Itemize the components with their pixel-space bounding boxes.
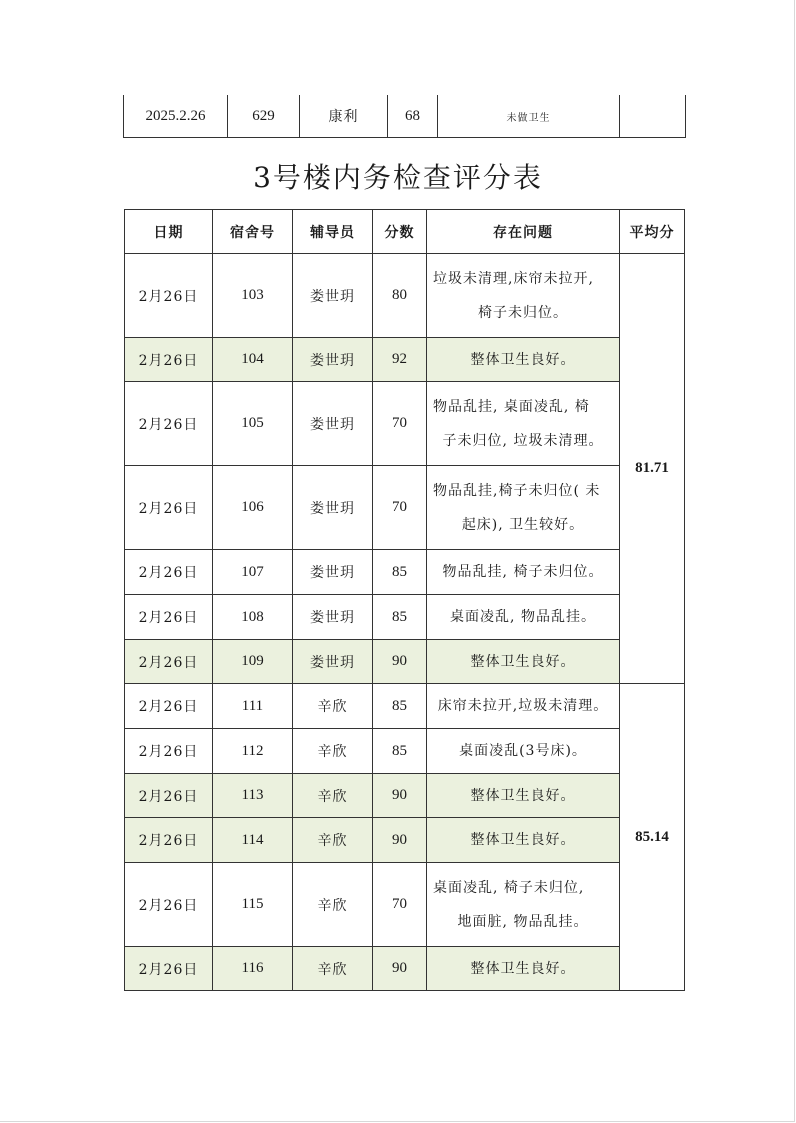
issue-line: 椅子未归位。 (478, 304, 568, 321)
room-cell: 109 (213, 640, 293, 684)
table-row (125, 774, 685, 818)
date-cell: 2月26日 (125, 947, 213, 991)
table-row (125, 818, 685, 863)
date-cell: 2月26日 (125, 382, 213, 466)
issue-line: 桌面凌乱(3号床)。 (459, 743, 587, 759)
score-cell: 85 (373, 595, 427, 640)
date-cell: 2月26日 (125, 774, 213, 818)
room-cell: 107 (213, 550, 293, 595)
counselor-cell: 娄世玥 (293, 550, 373, 595)
issue-line: 整体卫生良好。 (470, 832, 576, 848)
issue-cell (427, 947, 620, 991)
issue-line: 整体卫生良好。 (470, 787, 576, 804)
date-cell: 2月26日 (125, 550, 213, 595)
issue-cell (427, 818, 620, 863)
table-row (125, 595, 685, 640)
header-counselor: 辅导员 (293, 210, 373, 254)
issue-line: 床帘未拉开,垃圾未清理。 (437, 698, 609, 714)
date-cell: 2025.2.26 (124, 95, 228, 138)
counselor-cell: 娄世玥 (293, 640, 373, 684)
issue-cell (427, 466, 620, 550)
date-cell: 2月26日 (125, 338, 213, 382)
issue-line: 地面脏, 物品乱挂。 (457, 913, 589, 930)
table-row (125, 947, 685, 991)
counselor-cell: 娄世玥 (293, 254, 373, 338)
table-row (125, 550, 685, 595)
table-row (125, 863, 685, 947)
score-cell: 68 (388, 95, 438, 138)
date-cell: 2月26日 (125, 595, 213, 640)
score-cell: 70 (373, 382, 427, 466)
issue-line: 整体卫生良好。 (470, 653, 576, 670)
date-cell: 2月26日 (125, 818, 213, 863)
issue-cell (427, 382, 620, 466)
page-title: 3号楼内务检查评分表 (253, 161, 543, 194)
table-row (125, 466, 685, 550)
counselor-cell: 娄世玥 (293, 338, 373, 382)
table-row (125, 729, 685, 774)
counselor-cell: 辛欣 (293, 729, 373, 774)
score-cell: 80 (373, 254, 427, 338)
issue-cell (427, 729, 620, 774)
header-row (125, 210, 685, 254)
issue-cell (427, 550, 620, 595)
date-cell: 2月26日 (125, 640, 213, 684)
average-cell: 85.14 (620, 684, 685, 991)
issue-cell (427, 684, 620, 729)
issue-line: 桌面凌乱, 物品乱挂。 (450, 609, 596, 625)
counselor-cell: 辛欣 (293, 818, 373, 863)
score-cell: 70 (373, 466, 427, 550)
issue-cell: 未做卫生 (438, 95, 620, 138)
score-cell: 85 (373, 684, 427, 729)
header-score: 分数 (373, 210, 427, 254)
counselor-cell: 辛欣 (293, 863, 373, 947)
counselor-cell: 娄世玥 (293, 466, 373, 550)
table-row (125, 338, 685, 382)
room-cell: 629 (228, 95, 300, 138)
table-row (124, 95, 686, 138)
score-cell: 90 (373, 774, 427, 818)
issue-cell (427, 863, 620, 947)
issue-line: 桌面凌乱, 椅子未归位, (433, 879, 585, 896)
header-issue: 存在问题 (427, 210, 620, 254)
room-cell: 104 (213, 338, 293, 382)
score-cell: 90 (373, 640, 427, 684)
room-cell: 112 (213, 729, 293, 774)
avg-cell (620, 95, 686, 138)
score-table (124, 209, 685, 991)
score-cell: 90 (373, 818, 427, 863)
date-cell: 2月26日 (125, 863, 213, 947)
previous-table-fragment (123, 95, 686, 138)
counselor-cell: 辛欣 (293, 774, 373, 818)
score-cell: 90 (373, 947, 427, 991)
score-cell: 85 (373, 550, 427, 595)
issue-cell (427, 338, 620, 382)
table-row (125, 382, 685, 466)
counselor-cell: 辛欣 (293, 684, 373, 729)
table-row (125, 254, 685, 338)
issue-line: 整体卫生良好。 (470, 960, 576, 977)
counselor-cell: 娄世玥 (293, 595, 373, 640)
counselor-cell: 辛欣 (293, 947, 373, 991)
room-cell: 111 (213, 684, 293, 729)
issue-line: 子未归位, 垃圾未清理。 (442, 432, 604, 449)
date-cell: 2月26日 (125, 729, 213, 774)
room-cell: 105 (213, 382, 293, 466)
counselor-cell: 娄世玥 (293, 382, 373, 466)
room-cell: 115 (213, 863, 293, 947)
room-cell: 103 (213, 254, 293, 338)
table-row (125, 640, 685, 684)
issue-cell (427, 774, 620, 818)
counselor-cell: 康利 (300, 95, 388, 138)
score-cell: 92 (373, 338, 427, 382)
issue-line: 物品乱挂, 椅子未归位。 (442, 564, 604, 580)
issue-line: 起床), 卫生较好。 (461, 516, 585, 533)
issue-cell (427, 254, 620, 338)
average-cell: 81.71 (620, 254, 685, 684)
date-cell: 2月26日 (125, 466, 213, 550)
room-cell: 113 (213, 774, 293, 818)
room-cell: 116 (213, 947, 293, 991)
header-average: 平均分 (620, 210, 685, 254)
issue-line: 整体卫生良好。 (470, 351, 576, 368)
table-body (125, 254, 685, 991)
issue-line: 物品乱挂,椅子未归位( 未 (433, 482, 601, 499)
room-cell: 106 (213, 466, 293, 550)
room-cell: 114 (213, 818, 293, 863)
score-cell: 70 (373, 863, 427, 947)
header-room: 宿舍号 (213, 210, 293, 254)
issue-cell (427, 640, 620, 684)
issue-cell (427, 595, 620, 640)
date-cell: 2月26日 (125, 254, 213, 338)
date-cell: 2月26日 (125, 684, 213, 729)
issue-line: 垃圾未清理,床帘未拉开, (433, 270, 594, 287)
room-cell: 108 (213, 595, 293, 640)
issue-line: 物品乱挂, 桌面凌乱, 椅 (433, 398, 590, 415)
table-row (125, 684, 685, 729)
header-date: 日期 (125, 210, 213, 254)
score-cell: 85 (373, 729, 427, 774)
